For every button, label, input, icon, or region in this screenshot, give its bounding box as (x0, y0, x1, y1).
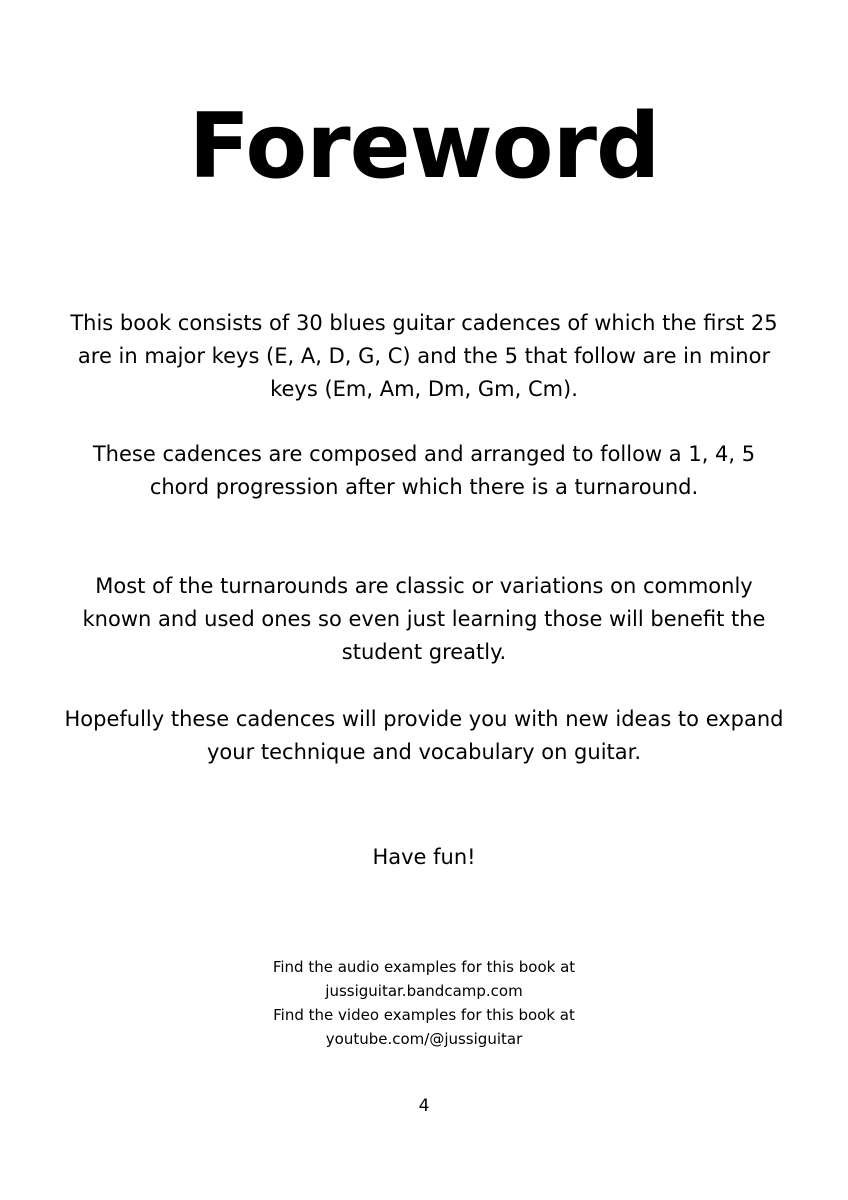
audio-examples-url: jussiguitar.bandcamp.com (325, 982, 523, 1000)
foreword-paragraph-2: These cadences are composed and arranged to follow a 1, 4, 5 chord progression after which there is a turnaround. (92, 442, 756, 499)
video-examples-url: youtube.com/@jussiguitar (325, 1030, 523, 1048)
audio-examples-label: Find the audio examples for this book at (272, 958, 576, 976)
video-examples-label: Find the video examples for this book at (273, 1006, 575, 1024)
page-number: 4 (418, 1096, 430, 1116)
page-title: Foreword (188, 94, 660, 199)
foreword-paragraph-3: Most of the turnarounds are classic or variations on commonly known and used ones so even just learning those will benefit the student greatly. (82, 574, 766, 664)
foreword-paragraph-4: Hopefully these cadences will provide you with new ideas to expand your technique and vocabulary on guitar. (64, 707, 784, 764)
closing-line: Have fun! (372, 845, 476, 869)
foreword-paragraph-1: This book consists of 30 blues guitar cadences of which the first 25 are in major keys (E, A, D, G, C) and the 5 that follow are in minor keys (Em, Am, Dm, Gm, Cm). (70, 311, 778, 401)
footer-notes (0, 955, 848, 1051)
